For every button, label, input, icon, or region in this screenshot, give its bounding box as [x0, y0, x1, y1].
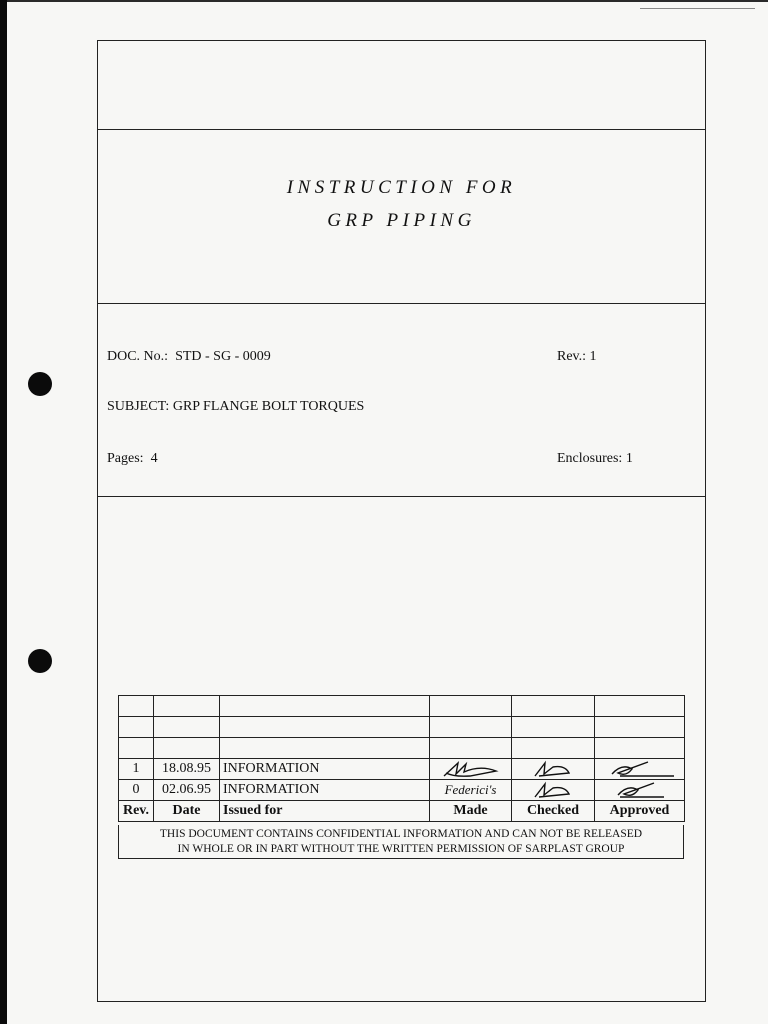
subject-label: SUBJECT: — [107, 399, 170, 414]
made-signature-text: Federici's — [430, 780, 512, 801]
header-made: Made — [430, 801, 512, 822]
revision-value: 1 — [589, 349, 597, 364]
scan-mark — [640, 8, 755, 9]
approved-signature — [595, 780, 685, 801]
punch-hole-bottom — [28, 649, 52, 673]
header-rev: Rev. — [119, 801, 154, 822]
table-row-empty — [119, 696, 685, 717]
pages — [107, 451, 158, 467]
title-divider — [98, 303, 705, 304]
punch-hole-top — [28, 372, 52, 396]
header-date: Date — [154, 801, 220, 822]
table-row — [119, 759, 685, 780]
scan-top-edge — [0, 0, 768, 2]
issued-for-cell: INFORMATION — [220, 759, 430, 780]
date-cell: 02.06.95 — [154, 780, 220, 801]
pages-value: 4 — [150, 451, 158, 466]
revision-label: Rev.: — [557, 349, 587, 364]
header-issued-for: Issued for — [220, 801, 430, 822]
checked-signature — [512, 780, 595, 801]
made-signature — [430, 759, 512, 780]
doc-number-value: STD - SG - 0009 — [175, 349, 271, 364]
signature-made-icon — [440, 759, 502, 779]
date-cell: 18.08.95 — [154, 759, 220, 780]
enclosures-value: 1 — [625, 451, 633, 466]
revision — [557, 349, 597, 365]
pages-label: Pages: — [107, 451, 144, 466]
doc-number-label: DOC. No.: — [107, 349, 169, 364]
signature-checked-icon — [529, 759, 577, 779]
signature-approved-icon — [610, 780, 670, 800]
confidentiality-notice — [118, 825, 684, 859]
scan-left-edge — [0, 0, 7, 1024]
doc-number — [107, 349, 271, 365]
header-approved: Approved — [595, 801, 685, 822]
notice-line-2: IN WHOLE OR IN PART WITHOUT THE WRITTEN PERMISSION OF SARPLAST GROUP — [177, 843, 625, 855]
signature-checked-icon — [529, 780, 577, 800]
table-row-empty — [119, 717, 685, 738]
rev-cell: 1 — [119, 759, 154, 780]
table-row — [119, 780, 685, 801]
signature-approved-icon — [604, 759, 676, 779]
revision-table — [118, 695, 685, 822]
header-divider — [98, 129, 705, 130]
table-row-empty — [119, 738, 685, 759]
subject — [107, 399, 364, 415]
title-line-1: INSTRUCTION FOR — [286, 177, 517, 198]
enclosures-label: Enclosures: — [557, 451, 623, 466]
table-header-row — [119, 801, 685, 822]
approved-signature — [595, 759, 685, 780]
info-divider — [98, 496, 705, 497]
subject-value: GRP FLANGE BOLT TORQUES — [172, 399, 365, 414]
enclosures — [557, 451, 633, 467]
issued-for-cell: INFORMATION — [220, 780, 430, 801]
checked-signature — [512, 759, 595, 780]
rev-cell: 0 — [119, 780, 154, 801]
header-checked: Checked — [512, 801, 595, 822]
notice-line-1: THIS DOCUMENT CONTAINS CONFIDENTIAL INFORMATION AND CAN NOT BE RELEASED — [159, 828, 643, 840]
title-line-2: GRP PIPING — [327, 210, 476, 231]
